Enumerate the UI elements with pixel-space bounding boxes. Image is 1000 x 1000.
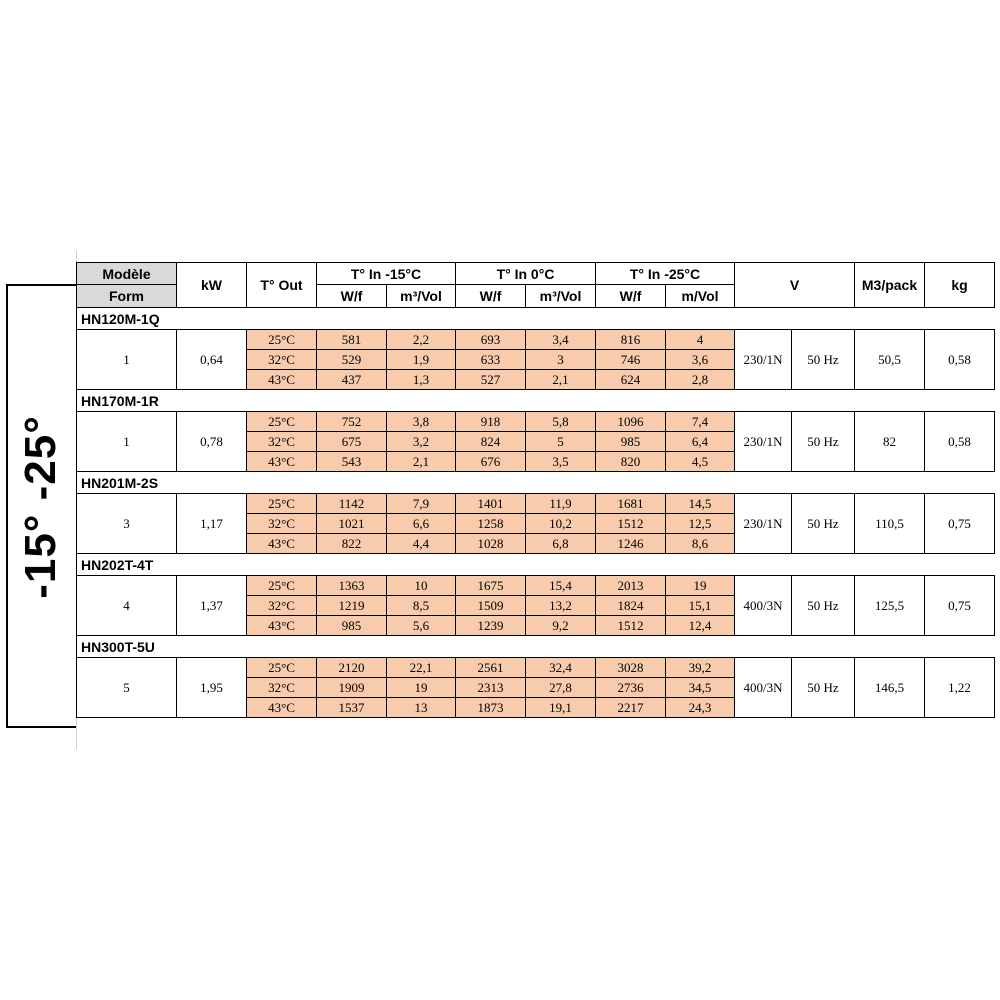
wf-cell: 633: [456, 350, 526, 370]
vol-cell: 34,5: [666, 678, 735, 698]
wf-cell: 1675: [456, 576, 526, 596]
t-out-cell: 32°C: [247, 514, 317, 534]
wf-cell: 1909: [317, 678, 387, 698]
wf-cell: 676: [456, 452, 526, 472]
wf-cell: 1363: [317, 576, 387, 596]
wf-cell: 1873: [456, 698, 526, 718]
wf-cell: 1021: [317, 514, 387, 534]
frequency-cell: 50 Hz: [792, 412, 855, 472]
header-row: [77, 263, 995, 285]
t-out-cell: 25°C: [247, 576, 317, 596]
header-m3-pack: M3/pack: [855, 263, 925, 308]
wf-cell: 746: [596, 350, 666, 370]
vol-cell: 6,8: [526, 534, 596, 554]
wf-cell: 816: [596, 330, 666, 350]
t-out-cell: 25°C: [247, 330, 317, 350]
t-out-cell: 32°C: [247, 350, 317, 370]
wf-cell: 1219: [317, 596, 387, 616]
subheader-vol: m/Vol: [666, 285, 735, 308]
kw-cell: 1,37: [177, 576, 247, 636]
vol-cell: 5: [526, 432, 596, 452]
form-cell: 3: [77, 494, 177, 554]
vol-cell: 8,6: [666, 534, 735, 554]
model-name: HN120M-1Q: [77, 308, 995, 330]
t-out-cell: 43°C: [247, 534, 317, 554]
voltage-cell: 230/1N: [735, 412, 792, 472]
vol-cell: 19: [666, 576, 735, 596]
subheader-vol: m³/Vol: [526, 285, 596, 308]
model-name: HN170M-1R: [77, 390, 995, 412]
t-out-cell: 32°C: [247, 432, 317, 452]
vol-cell: 19: [387, 678, 456, 698]
voltage-cell: 400/3N: [735, 658, 792, 718]
table-row: [77, 330, 995, 350]
t-out-cell: 25°C: [247, 494, 317, 514]
wf-cell: 1509: [456, 596, 526, 616]
model-name-row: [77, 554, 995, 576]
wf-cell: 1239: [456, 616, 526, 636]
frequency-cell: 50 Hz: [792, 658, 855, 718]
vol-cell: 32,4: [526, 658, 596, 678]
spec-table: [76, 262, 995, 718]
vol-cell: 13: [387, 698, 456, 718]
subheader-wf: W/f: [596, 285, 666, 308]
vol-cell: 2,1: [387, 452, 456, 472]
voltage-cell: 400/3N: [735, 576, 792, 636]
t-out-cell: 25°C: [247, 658, 317, 678]
form-cell: 1: [77, 330, 177, 390]
vol-cell: 7,4: [666, 412, 735, 432]
frequency-cell: 50 Hz: [792, 494, 855, 554]
wf-cell: 1246: [596, 534, 666, 554]
wf-cell: 1681: [596, 494, 666, 514]
subheader-wf: W/f: [456, 285, 526, 308]
form-cell: 1: [77, 412, 177, 472]
header-modele: Modèle: [77, 263, 177, 285]
m3-pack-cell: 146,5: [855, 658, 925, 718]
frequency-cell: 50 Hz: [792, 330, 855, 390]
vol-cell: 19,1: [526, 698, 596, 718]
wf-cell: 675: [317, 432, 387, 452]
m3-pack-cell: 110,5: [855, 494, 925, 554]
form-cell: 5: [77, 658, 177, 718]
voltage-cell: 230/1N: [735, 330, 792, 390]
form-cell: 4: [77, 576, 177, 636]
header-t-in-minus15: T° In -15°C: [317, 263, 456, 285]
vol-cell: 27,8: [526, 678, 596, 698]
wf-cell: 1512: [596, 616, 666, 636]
kw-cell: 1,95: [177, 658, 247, 718]
wf-cell: 2120: [317, 658, 387, 678]
vol-cell: 3,8: [387, 412, 456, 432]
table-row: [77, 576, 995, 596]
t-out-cell: 32°C: [247, 678, 317, 698]
vol-cell: 3,4: [526, 330, 596, 350]
wf-cell: 2217: [596, 698, 666, 718]
m3-pack-cell: 125,5: [855, 576, 925, 636]
t-out-cell: 43°C: [247, 698, 317, 718]
model-name: HN300T-5U: [77, 636, 995, 658]
model-name: HN202T-4T: [77, 554, 995, 576]
wf-cell: 3028: [596, 658, 666, 678]
wf-cell: 529: [317, 350, 387, 370]
vol-cell: 1,3: [387, 370, 456, 390]
header-t-out: T° Out: [247, 263, 317, 308]
frequency-cell: 50 Hz: [792, 576, 855, 636]
model-name-row: [77, 636, 995, 658]
vol-cell: 3,2: [387, 432, 456, 452]
wf-cell: 437: [317, 370, 387, 390]
table-body: [77, 263, 995, 718]
vol-cell: 5,8: [526, 412, 596, 432]
model-name-row: [77, 472, 995, 494]
vol-cell: 3,5: [526, 452, 596, 472]
kw-cell: 1,17: [177, 494, 247, 554]
wf-cell: 985: [596, 432, 666, 452]
vol-cell: 4,4: [387, 534, 456, 554]
wf-cell: 1028: [456, 534, 526, 554]
vol-cell: 8,5: [387, 596, 456, 616]
t-out-cell: 32°C: [247, 596, 317, 616]
vol-cell: 6,4: [666, 432, 735, 452]
vol-cell: 15,1: [666, 596, 735, 616]
wf-cell: 2736: [596, 678, 666, 698]
vol-cell: 22,1: [387, 658, 456, 678]
t-out-cell: 25°C: [247, 412, 317, 432]
vol-cell: 6,6: [387, 514, 456, 534]
vol-cell: 12,4: [666, 616, 735, 636]
wf-cell: 824: [456, 432, 526, 452]
temperature-range-label: -15° -25°: [16, 415, 65, 599]
vol-cell: 5,6: [387, 616, 456, 636]
vol-cell: 10: [387, 576, 456, 596]
header-kg: kg: [925, 263, 995, 308]
kg-cell: 0,58: [925, 412, 995, 472]
wf-cell: 820: [596, 452, 666, 472]
header-kw: kW: [177, 263, 247, 308]
kg-cell: 0,75: [925, 494, 995, 554]
header-form: Form: [77, 285, 177, 308]
vol-cell: 4: [666, 330, 735, 350]
vol-cell: 24,3: [666, 698, 735, 718]
wf-cell: 693: [456, 330, 526, 350]
model-name: HN201M-2S: [77, 472, 995, 494]
model-name-row: [77, 390, 995, 412]
subheader-vol: m³/Vol: [387, 285, 456, 308]
header-t-in-minus25: T° In -25°C: [596, 263, 735, 285]
wf-cell: 918: [456, 412, 526, 432]
vol-cell: 14,5: [666, 494, 735, 514]
header-t-in-0: T° In 0°C: [456, 263, 596, 285]
m3-pack-cell: 50,5: [855, 330, 925, 390]
kg-cell: 0,58: [925, 330, 995, 390]
table-row: [77, 412, 995, 432]
t-out-cell: 43°C: [247, 452, 317, 472]
voltage-cell: 230/1N: [735, 494, 792, 554]
wf-cell: 1401: [456, 494, 526, 514]
vol-cell: 11,9: [526, 494, 596, 514]
vol-cell: 4,5: [666, 452, 735, 472]
vol-cell: 39,2: [666, 658, 735, 678]
vol-cell: 2,8: [666, 370, 735, 390]
vol-cell: 12,5: [666, 514, 735, 534]
wf-cell: 624: [596, 370, 666, 390]
table-row: [77, 494, 995, 514]
header-voltage: V: [735, 263, 855, 308]
vol-cell: 1,9: [387, 350, 456, 370]
table-row: [77, 658, 995, 678]
vol-cell: 3,6: [666, 350, 735, 370]
t-out-cell: 43°C: [247, 616, 317, 636]
m3-pack-cell: 82: [855, 412, 925, 472]
vol-cell: 9,2: [526, 616, 596, 636]
subheader-wf: W/f: [317, 285, 387, 308]
kg-cell: 0,75: [925, 576, 995, 636]
vol-cell: 2,1: [526, 370, 596, 390]
wf-cell: 2013: [596, 576, 666, 596]
wf-cell: 752: [317, 412, 387, 432]
wf-cell: 1142: [317, 494, 387, 514]
kw-cell: 0,78: [177, 412, 247, 472]
wf-cell: 985: [317, 616, 387, 636]
kw-cell: 0,64: [177, 330, 247, 390]
kg-cell: 1,22: [925, 658, 995, 718]
wf-cell: 1824: [596, 596, 666, 616]
vol-cell: 15,4: [526, 576, 596, 596]
vol-cell: 2,2: [387, 330, 456, 350]
vol-cell: 10,2: [526, 514, 596, 534]
wf-cell: 2313: [456, 678, 526, 698]
vol-cell: 13,2: [526, 596, 596, 616]
wf-cell: 822: [317, 534, 387, 554]
t-out-cell: 43°C: [247, 370, 317, 390]
wf-cell: 2561: [456, 658, 526, 678]
wf-cell: 527: [456, 370, 526, 390]
wf-cell: 543: [317, 452, 387, 472]
wf-cell: 581: [317, 330, 387, 350]
wf-cell: 1537: [317, 698, 387, 718]
wf-cell: 1258: [456, 514, 526, 534]
vol-cell: 7,9: [387, 494, 456, 514]
vol-cell: 3: [526, 350, 596, 370]
model-name-row: [77, 308, 995, 330]
wf-cell: 1096: [596, 412, 666, 432]
wf-cell: 1512: [596, 514, 666, 534]
